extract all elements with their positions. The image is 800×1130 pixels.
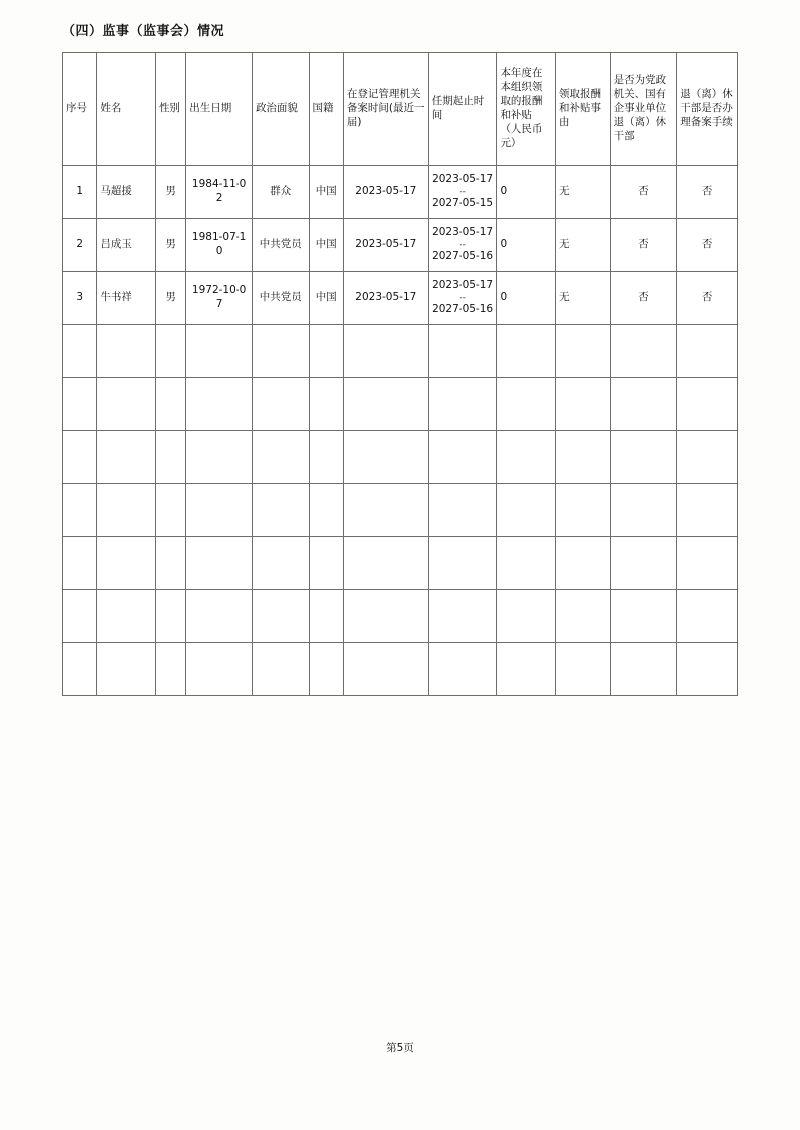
cell-pay: 0 <box>497 219 556 272</box>
cell-empty <box>309 378 343 431</box>
cell-empty <box>343 431 428 484</box>
cell-empty <box>428 431 497 484</box>
cell-empty <box>556 325 611 378</box>
cell-empty <box>155 431 185 484</box>
cell-empty <box>677 537 738 590</box>
cell-empty <box>155 590 185 643</box>
cell-retired-cadre: 否 <box>610 166 677 219</box>
cell-empty <box>155 643 185 696</box>
supervisors-table-container <box>62 52 738 696</box>
cell-empty <box>97 378 156 431</box>
table-row-empty <box>63 325 738 378</box>
cell-empty <box>428 590 497 643</box>
cell-name: 马超援 <box>97 166 156 219</box>
cell-birth: 1984-11-02 <box>186 166 253 219</box>
cell-empty <box>610 431 677 484</box>
cell-empty <box>556 537 611 590</box>
cell-empty <box>343 484 428 537</box>
cell-term-start: 2023-05-17 <box>432 173 494 186</box>
cell-empty <box>252 325 309 378</box>
cell-empty <box>677 325 738 378</box>
cell-empty <box>155 325 185 378</box>
cell-empty <box>343 325 428 378</box>
cell-empty <box>309 484 343 537</box>
cell-empty <box>677 378 738 431</box>
table-row-empty <box>63 378 738 431</box>
cell-empty <box>155 378 185 431</box>
column-header-retired-cadre: 是否为党政机关、国有企事业单位退（离）休干部 <box>610 53 677 166</box>
cell-empty <box>252 590 309 643</box>
cell-term-end: 2027-05-15 <box>432 197 494 210</box>
cell-birth: 1972-10-07 <box>186 272 253 325</box>
cell-empty <box>343 378 428 431</box>
cell-empty <box>556 484 611 537</box>
cell-term-separator: -- <box>459 186 466 197</box>
column-header-pay-reason: 领取报酬和补贴事由 <box>556 53 611 166</box>
table-row-empty <box>63 431 738 484</box>
table-row-empty <box>63 537 738 590</box>
cell-empty <box>186 590 253 643</box>
cell-empty <box>610 643 677 696</box>
cell-empty <box>428 484 497 537</box>
cell-empty <box>252 378 309 431</box>
cell-empty <box>97 537 156 590</box>
cell-empty <box>252 537 309 590</box>
table-row <box>63 219 738 272</box>
cell-empty <box>309 431 343 484</box>
table-header <box>63 53 738 166</box>
cell-empty <box>63 537 97 590</box>
cell-empty <box>497 431 556 484</box>
cell-gender: 男 <box>155 219 185 272</box>
cell-empty <box>186 431 253 484</box>
cell-empty <box>497 325 556 378</box>
cell-term <box>428 166 497 219</box>
cell-empty <box>497 643 556 696</box>
cell-empty <box>155 484 185 537</box>
cell-empty <box>610 537 677 590</box>
cell-political: 中共党员 <box>252 272 309 325</box>
table-row-empty <box>63 484 738 537</box>
cell-empty <box>610 590 677 643</box>
column-header-birth: 出生日期 <box>186 53 253 166</box>
cell-empty <box>343 537 428 590</box>
cell-empty <box>428 325 497 378</box>
cell-political: 群众 <box>252 166 309 219</box>
cell-empty <box>677 431 738 484</box>
cell-index: 1 <box>63 166 97 219</box>
cell-empty <box>186 325 253 378</box>
cell-empty <box>556 590 611 643</box>
column-header-record-time: 在登记管理机关备案时间(最近一届) <box>343 53 428 166</box>
cell-empty <box>428 643 497 696</box>
cell-retired-cadre: 否 <box>610 219 677 272</box>
cell-empty <box>252 484 309 537</box>
cell-empty <box>63 590 97 643</box>
cell-empty <box>97 590 156 643</box>
cell-gender: 男 <box>155 272 185 325</box>
column-header-nationality: 国籍 <box>309 53 343 166</box>
cell-term-separator: -- <box>459 239 466 250</box>
cell-nationality: 中国 <box>309 166 343 219</box>
cell-empty <box>610 378 677 431</box>
cell-empty <box>186 537 253 590</box>
cell-index: 3 <box>63 272 97 325</box>
cell-term-separator: -- <box>459 292 466 303</box>
cell-term-end: 2027-05-16 <box>432 250 494 263</box>
table-row-empty <box>63 590 738 643</box>
cell-empty <box>556 378 611 431</box>
cell-name: 吕成玉 <box>97 219 156 272</box>
cell-empty <box>63 643 97 696</box>
cell-empty <box>252 431 309 484</box>
cell-empty <box>309 590 343 643</box>
cell-retired-cadre: 否 <box>610 272 677 325</box>
cell-empty <box>309 537 343 590</box>
table-header-row <box>63 53 738 166</box>
cell-term <box>428 219 497 272</box>
table-row <box>63 166 738 219</box>
cell-empty <box>343 590 428 643</box>
cell-empty <box>97 643 156 696</box>
cell-pay-reason: 无 <box>556 166 611 219</box>
cell-empty <box>343 643 428 696</box>
cell-empty <box>497 378 556 431</box>
page-number: 第5页 <box>386 1042 414 1054</box>
cell-empty <box>677 643 738 696</box>
page-title: （四）监事（监事会）情况 <box>62 24 225 39</box>
cell-empty <box>186 643 253 696</box>
cell-pay-reason: 无 <box>556 219 611 272</box>
cell-empty <box>309 643 343 696</box>
cell-empty <box>63 378 97 431</box>
cell-filed: 否 <box>677 272 738 325</box>
cell-birth: 1981-07-10 <box>186 219 253 272</box>
cell-term <box>428 272 497 325</box>
cell-empty <box>497 537 556 590</box>
cell-empty <box>97 325 156 378</box>
cell-empty <box>497 590 556 643</box>
cell-empty <box>186 484 253 537</box>
column-header-name: 姓名 <box>97 53 156 166</box>
cell-empty <box>556 431 611 484</box>
cell-empty <box>428 378 497 431</box>
cell-nationality: 中国 <box>309 272 343 325</box>
cell-pay: 0 <box>497 166 556 219</box>
column-header-political: 政治面貌 <box>252 53 309 166</box>
cell-empty <box>309 325 343 378</box>
cell-term-start: 2023-05-17 <box>432 226 494 239</box>
cell-index: 2 <box>63 219 97 272</box>
cell-empty <box>63 325 97 378</box>
supervisors-table <box>62 52 738 696</box>
cell-term-end: 2027-05-16 <box>432 303 494 316</box>
column-header-index: 序号 <box>63 53 97 166</box>
table-row <box>63 272 738 325</box>
cell-filed: 否 <box>677 219 738 272</box>
cell-nationality: 中国 <box>309 219 343 272</box>
cell-empty <box>428 537 497 590</box>
cell-gender: 男 <box>155 166 185 219</box>
cell-pay: 0 <box>497 272 556 325</box>
column-header-term: 任期起止时间 <box>428 53 497 166</box>
column-header-filed: 退（离）休干部是否办理备案手续 <box>677 53 738 166</box>
cell-name: 牛书祥 <box>97 272 156 325</box>
cell-filed: 否 <box>677 166 738 219</box>
cell-empty <box>556 643 611 696</box>
cell-empty <box>677 484 738 537</box>
cell-empty <box>97 484 156 537</box>
table-row-empty <box>63 643 738 696</box>
cell-empty <box>677 590 738 643</box>
table-body <box>63 166 738 696</box>
cell-empty <box>97 431 156 484</box>
cell-empty <box>155 537 185 590</box>
cell-political: 中共党员 <box>252 219 309 272</box>
cell-pay-reason: 无 <box>556 272 611 325</box>
cell-empty <box>610 484 677 537</box>
cell-term-start: 2023-05-17 <box>432 279 494 292</box>
cell-record-time: 2023-05-17 <box>343 272 428 325</box>
cell-empty <box>610 325 677 378</box>
cell-record-time: 2023-05-17 <box>343 166 428 219</box>
cell-empty <box>186 378 253 431</box>
cell-record-time: 2023-05-17 <box>343 219 428 272</box>
cell-empty <box>63 431 97 484</box>
column-header-pay: 本年度在本组织领取的报酬和补贴（人民币元） <box>497 53 556 166</box>
cell-empty <box>497 484 556 537</box>
column-header-gender: 性别 <box>155 53 185 166</box>
cell-empty <box>63 484 97 537</box>
cell-empty <box>252 643 309 696</box>
